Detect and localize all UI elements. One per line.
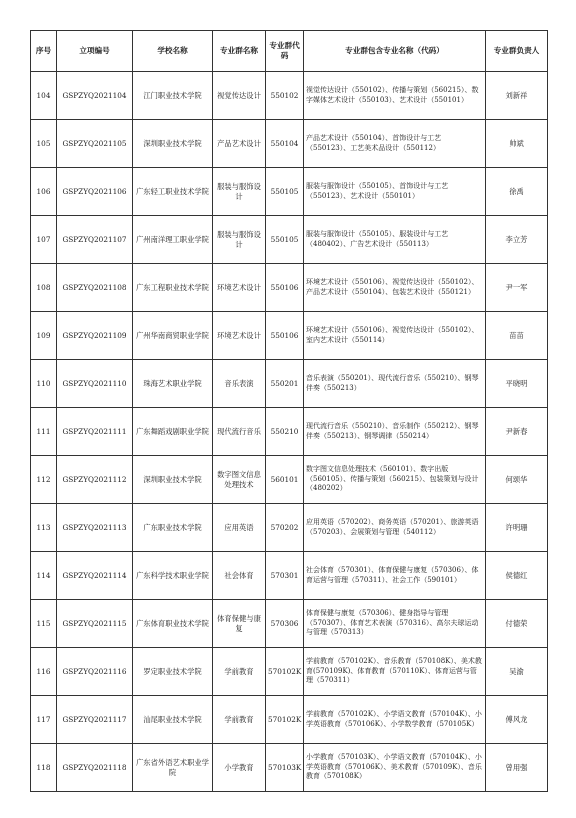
cell-group-code: 550106: [266, 264, 304, 312]
cell-index: 114: [31, 552, 57, 600]
cell-group-programs: 视觉传达设计（550102）、传播与策划（560215）、数字媒体艺术设计（550103）、艺术设计（550101）: [304, 72, 486, 120]
cell-school-name: 珠海艺术职业学院: [133, 360, 213, 408]
cell-group-name: 环境艺术设计: [213, 264, 266, 312]
cell-group-name: 学前教育: [213, 696, 266, 744]
cell-group-programs: 服装与服饰设计（550105）、首饰设计与工艺（550123）、艺术设计（550101）: [304, 168, 486, 216]
cell-group-lead: 帅斌: [486, 120, 548, 168]
cell-group-programs: 服装与服饰设计（550105）、服装设计与工艺（480402）、广告艺术设计（550113）: [304, 216, 486, 264]
table-row: [31, 408, 548, 456]
cell-group-lead: 许明珊: [486, 504, 548, 552]
cell-index: 107: [31, 216, 57, 264]
cell-group-lead: 刘新祥: [486, 72, 548, 120]
cell-group-name: 社会体育: [213, 552, 266, 600]
cell-group-programs: 环境艺术设计（550106）、视觉传达设计（550102）、室内艺术设计（550114）: [304, 312, 486, 360]
table-row: [31, 552, 548, 600]
cell-group-programs: 小学教育（570103K）、小学语文教育（570104K）、小学英语教育（570106K）、美术教育（570109K）、音乐教育（570108K）: [304, 744, 486, 792]
cell-school-name: 深圳职业技术学院: [133, 120, 213, 168]
cell-index: 115: [31, 600, 57, 648]
cell-project-id: GSPZYQ2021109: [57, 312, 133, 360]
cell-project-id: GSPZYQ2021110: [57, 360, 133, 408]
cell-index: 108: [31, 264, 57, 312]
cell-group-programs: 现代流行音乐（550210）、音乐制作（550212）、钢琴伴奏（550213）、钢琴调律（550214）: [304, 408, 486, 456]
table-row: [31, 504, 548, 552]
cell-project-id: GSPZYQ2021111: [57, 408, 133, 456]
cell-group-code: 560101: [266, 456, 304, 504]
header-group-code: 专业群代码: [266, 31, 304, 72]
cell-group-code: 570306: [266, 600, 304, 648]
table-row: [31, 600, 548, 648]
cell-school-name: 广东舞蹈戏剧职业学院: [133, 408, 213, 456]
cell-project-id: GSPZYQ2021115: [57, 600, 133, 648]
cell-group-name: 服装与服饰设计: [213, 216, 266, 264]
cell-group-programs: 应用英语（570202）、商务英语（570201）、旅游英语（570203）、会展策划与管理（540112）: [304, 504, 486, 552]
cell-group-name: 环境艺术设计: [213, 312, 266, 360]
cell-index: 116: [31, 648, 57, 696]
table-row: [31, 456, 548, 504]
header-index: 序号: [31, 31, 57, 72]
cell-group-code: 570102K: [266, 696, 304, 744]
cell-project-id: GSPZYQ2021112: [57, 456, 133, 504]
cell-group-lead: 李立芳: [486, 216, 548, 264]
table-row: [31, 72, 548, 120]
table-row: [31, 120, 548, 168]
table-row: [31, 360, 548, 408]
cell-project-id: GSPZYQ2021104: [57, 72, 133, 120]
cell-group-programs: 社会体育（570301）、体育保健与康复（570306）、体育运营与管理（570311）、社会工作（590101）: [304, 552, 486, 600]
header-project-id: 立项编号: [57, 31, 133, 72]
cell-group-name: 应用英语: [213, 504, 266, 552]
cell-school-name: 罗定职业技术学院: [133, 648, 213, 696]
cell-index: 109: [31, 312, 57, 360]
cell-index: 110: [31, 360, 57, 408]
cell-group-name: 视觉传达设计: [213, 72, 266, 120]
cell-index: 105: [31, 120, 57, 168]
cell-school-name: 江门职业技术学院: [133, 72, 213, 120]
cell-project-id: GSPZYQ2021107: [57, 216, 133, 264]
cell-group-programs: 学前教育（570102K）、小学语文教育（570104K）、小学英语教育（570106K）、小学数学教育（570105K）: [304, 696, 486, 744]
header-group-lead: 专业群负责人: [486, 31, 548, 72]
cell-group-name: 产品艺术设计: [213, 120, 266, 168]
cell-school-name: 深圳职业技术学院: [133, 456, 213, 504]
cell-school-name: 广东轻工职业技术学院: [133, 168, 213, 216]
cell-index: 118: [31, 744, 57, 792]
cell-school-name: 广东体育职业技术学院: [133, 600, 213, 648]
cell-group-lead: 尹一军: [486, 264, 548, 312]
header-school-name: 学校名称: [133, 31, 213, 72]
cell-project-id: GSPZYQ2021117: [57, 696, 133, 744]
cell-group-lead: 徐禹: [486, 168, 548, 216]
cell-group-programs: 体育保健与康复（570306）、健身指导与管理（570307）、体育艺术表演（570316）、高尔夫球运动与管理（570313）: [304, 600, 486, 648]
cell-group-code: 570103K: [266, 744, 304, 792]
table-row: [31, 264, 548, 312]
cell-group-code: 550105: [266, 216, 304, 264]
cell-index: 106: [31, 168, 57, 216]
cell-group-code: 550201: [266, 360, 304, 408]
cell-group-code: 550102: [266, 72, 304, 120]
cell-group-code: 570301: [266, 552, 304, 600]
cell-school-name: 广东工程职业技术学院: [133, 264, 213, 312]
cell-group-lead: 尹新春: [486, 408, 548, 456]
cell-index: 104: [31, 72, 57, 120]
cell-school-name: 广东科学技术职业学院: [133, 552, 213, 600]
table-header-row: [31, 31, 548, 72]
cell-group-lead: 侯德红: [486, 552, 548, 600]
cell-group-code: 570102K: [266, 648, 304, 696]
cell-group-name: 服装与服饰设计: [213, 168, 266, 216]
cell-group-lead: 何颂华: [486, 456, 548, 504]
cell-group-lead: 傅风龙: [486, 696, 548, 744]
cell-index: 117: [31, 696, 57, 744]
project-table: [30, 30, 548, 792]
cell-group-programs: 学前教育（570102K）、音乐教育（570108K）、美术教育(570109K)、体育教育（570110K）、体育运营与管理（570311）: [304, 648, 486, 696]
table-row: [31, 648, 548, 696]
cell-group-lead: 曾用强: [486, 744, 548, 792]
header-group-name: 专业群名称: [213, 31, 266, 72]
cell-group-lead: 付德荣: [486, 600, 548, 648]
table-row: [31, 216, 548, 264]
cell-index: 113: [31, 504, 57, 552]
cell-group-programs: 环境艺术设计（550106）、视觉传达设计（550102）、产品艺术设计（550104）、包装艺术设计（550121）: [304, 264, 486, 312]
cell-index: 111: [31, 408, 57, 456]
cell-school-name: 广东省外语艺术职业学院: [133, 744, 213, 792]
cell-project-id: GSPZYQ2021105: [57, 120, 133, 168]
cell-group-name: 音乐表演: [213, 360, 266, 408]
cell-group-lead: 平晓明: [486, 360, 548, 408]
cell-group-lead: 苗苗: [486, 312, 548, 360]
cell-group-code: 570202: [266, 504, 304, 552]
cell-group-name: 小学教育: [213, 744, 266, 792]
cell-project-id: GSPZYQ2021106: [57, 168, 133, 216]
table-row: [31, 312, 548, 360]
cell-project-id: GSPZYQ2021113: [57, 504, 133, 552]
cell-group-code: 550106: [266, 312, 304, 360]
header-group-programs: 专业群包含专业名称（代码）: [304, 31, 486, 72]
cell-project-id: GSPZYQ2021108: [57, 264, 133, 312]
cell-group-code: 550210: [266, 408, 304, 456]
table-row: [31, 696, 548, 744]
cell-group-lead: 吴渝: [486, 648, 548, 696]
cell-group-programs: 数字图文信息处理技术（560101）、数字出版（560105）、传播与策划（560215）、包装策划与设计（480202）: [304, 456, 486, 504]
cell-index: 112: [31, 456, 57, 504]
cell-group-name: 数字图文信息处理技术: [213, 456, 266, 504]
cell-school-name: 广州南洋理工职业学院: [133, 216, 213, 264]
cell-group-programs: 产品艺术设计（550104）、首饰设计与工艺（550123）、工艺美术品设计（550112）: [304, 120, 486, 168]
cell-group-code: 550104: [266, 120, 304, 168]
cell-group-name: 学前教育: [213, 648, 266, 696]
cell-group-name: 体育保健与康复: [213, 600, 266, 648]
cell-group-name: 现代流行音乐: [213, 408, 266, 456]
cell-school-name: 广东职业技术学院: [133, 504, 213, 552]
table-row: [31, 744, 548, 792]
cell-school-name: 汕尾职业技术学院: [133, 696, 213, 744]
cell-group-programs: 音乐表演（550201）、现代流行音乐（550210）、钢琴伴奏（550213）: [304, 360, 486, 408]
table-row: [31, 168, 548, 216]
cell-project-id: GSPZYQ2021114: [57, 552, 133, 600]
cell-school-name: 广州华南商贸职业学院: [133, 312, 213, 360]
cell-group-code: 550105: [266, 168, 304, 216]
cell-project-id: GSPZYQ2021116: [57, 648, 133, 696]
cell-project-id: GSPZYQ2021118: [57, 744, 133, 792]
